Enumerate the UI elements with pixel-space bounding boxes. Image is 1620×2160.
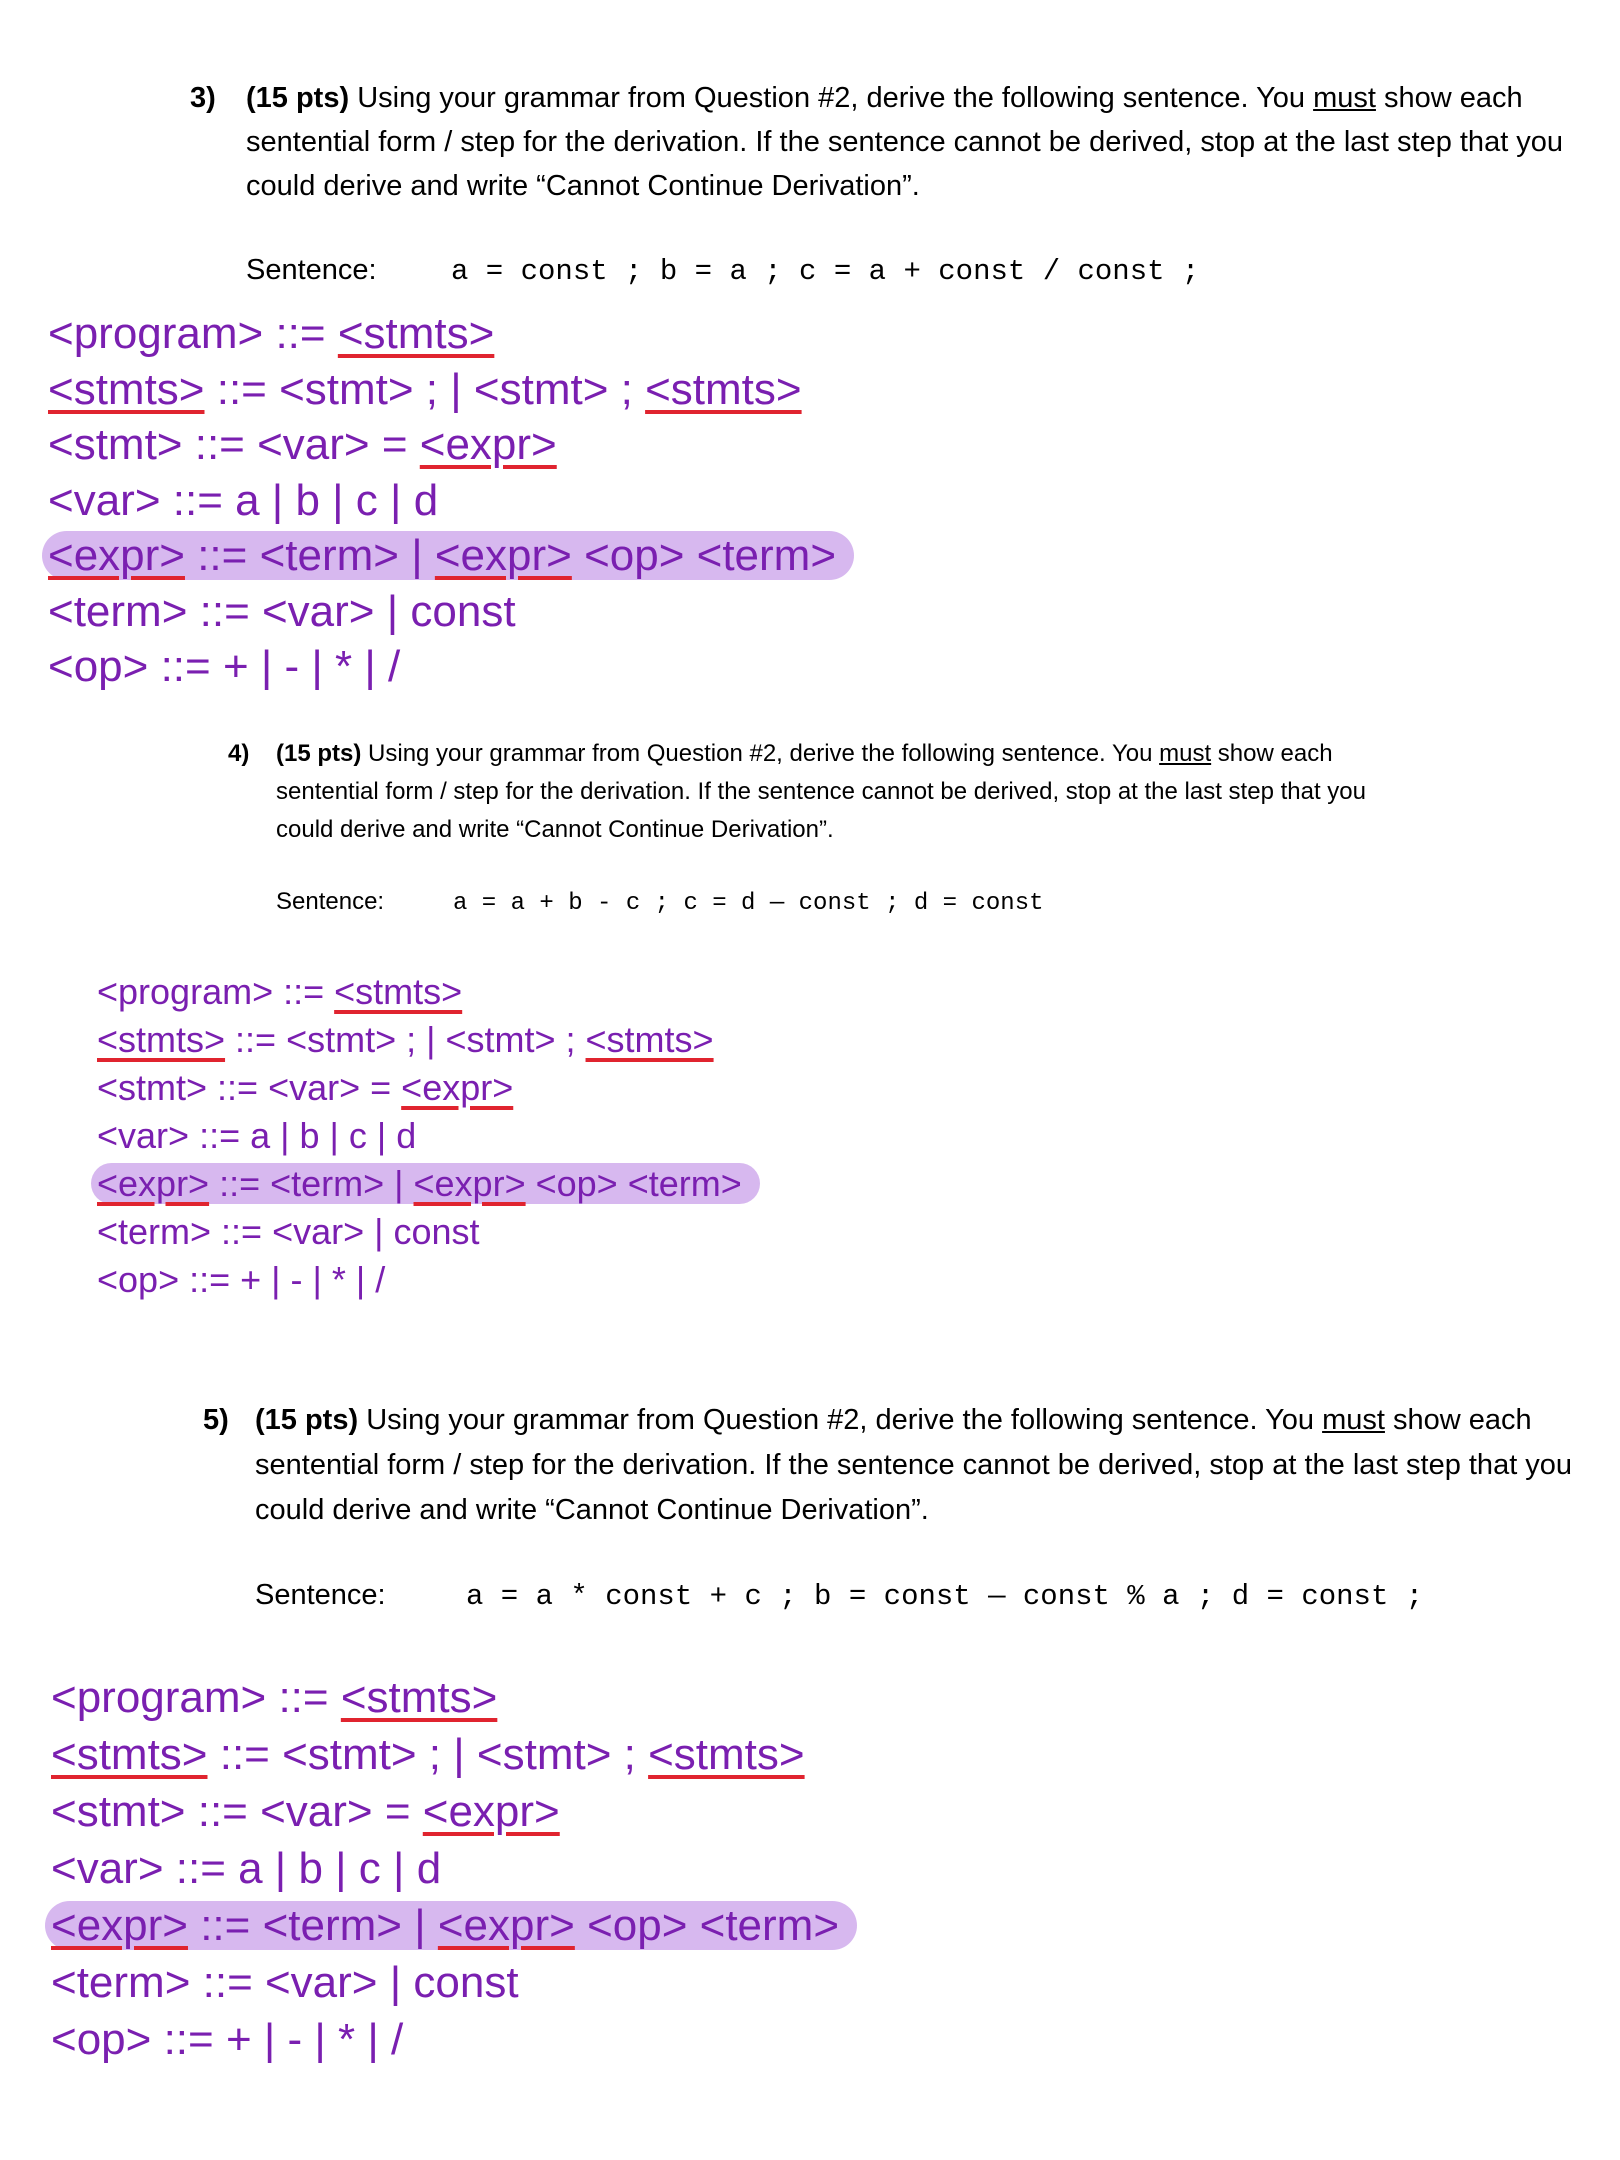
rule-lhs-underlined: <expr> <box>48 531 185 580</box>
rule-lhs: <term> <box>48 586 188 636</box>
sentence-value: a = a * const + c ; b = const — const % a ; d = const ; <box>466 1580 1424 1613</box>
rule-sep: ::= <box>263 309 338 358</box>
question-points: (15 pts) <box>276 740 362 767</box>
sentence-label: Sentence: <box>255 1579 386 1611</box>
rule-var <box>51 1840 857 1897</box>
rule-rhs: + | - | * | / <box>222 642 401 691</box>
rule-rhs: <op> <term> <box>525 1163 742 1204</box>
rule-expr-highlighted <box>97 1160 760 1208</box>
question-points: (15 pts) <box>255 1404 359 1436</box>
rule-lhs: <op> <box>97 1259 180 1300</box>
rule-rhs: a | b | c | d <box>250 1115 417 1156</box>
highlight-band <box>42 531 854 580</box>
question-text <box>246 76 1590 208</box>
rule-stmt <box>51 1783 857 1840</box>
rule-rhs: <stmt> ; | <stmt> ; <box>279 364 646 414</box>
rule-op <box>97 1256 760 1304</box>
question-text-part: Using your grammar from Question #2, derive the following sentence. You <box>358 1404 1323 1436</box>
sentence-row <box>276 883 1428 923</box>
rule-rhs-underlined: <stmts> <box>334 971 463 1012</box>
rule-lhs: <stmt> <box>97 1067 208 1108</box>
rule-rhs: <var> = <box>260 1787 423 1836</box>
rule-sep: ::= <box>204 364 280 414</box>
rule-rhs: a | b | c | d <box>235 475 439 525</box>
rule-rhs: <var> | const <box>261 586 516 636</box>
rule-rhs-underlined: <expr> <box>422 1787 560 1836</box>
question-4 <box>228 735 1428 923</box>
rule-rhs-underlined: <stmts> <box>648 1730 805 1779</box>
rule-lhs: <stmt> <box>51 1787 186 1836</box>
rule-sep: ::= <box>187 1901 263 1950</box>
rule-program <box>48 306 854 362</box>
question-text-part: Using your grammar from Question #2, derive the following sentence. You <box>361 740 1160 767</box>
rule-rhs: + | - | * | / <box>240 1259 386 1300</box>
highlight-band <box>45 1901 857 1950</box>
rule-lhs-underlined: <expr> <box>51 1901 188 1950</box>
rule-sep: ::= <box>211 1211 273 1252</box>
question-number: 3) <box>190 82 216 114</box>
rule-sep: ::= <box>182 420 258 469</box>
rule-sep: ::= <box>266 1673 341 1722</box>
rule-rhs: <term> | <box>270 1163 414 1204</box>
question-text-part: Using your grammar from Question #2, derive the following sentence. You <box>349 82 1314 114</box>
rule-sep: ::= <box>273 971 335 1012</box>
rule-sep: ::= <box>163 1844 239 1893</box>
rule-expr-highlighted <box>51 1897 857 1954</box>
question-4-prompt <box>228 735 1428 849</box>
rule-sep: ::= <box>209 1163 271 1204</box>
rule-rhs: <term> | <box>262 1901 438 1950</box>
rule-rhs: <term> | <box>259 531 435 580</box>
grammar-answer-3 <box>48 306 854 695</box>
rule-lhs: <program> <box>97 971 274 1012</box>
rule-rhs: a | b | c | d <box>238 1844 442 1893</box>
rule-stmts <box>97 1016 760 1064</box>
rule-rhs: <op> <term> <box>574 1901 840 1950</box>
rule-sep: ::= <box>160 475 236 525</box>
rule-sep: ::= <box>184 531 260 580</box>
rule-stmts <box>48 362 854 418</box>
rule-rhs: <var> = <box>268 1067 402 1108</box>
grammar-answer-4 <box>97 968 760 1304</box>
question-5-prompt <box>203 1398 1613 1533</box>
rule-program <box>51 1669 857 1726</box>
must-underlined: must <box>1322 1404 1385 1436</box>
sentence-row <box>246 248 1590 294</box>
rule-lhs: <op> <box>48 642 149 691</box>
rule-lhs-underlined: <stmts> <box>48 364 205 414</box>
rule-rhs: <stmt> ; | <stmt> ; <box>286 1019 586 1060</box>
rule-stmt <box>48 417 854 473</box>
rule-rhs: <var> = <box>257 420 420 469</box>
rule-lhs: <var> <box>97 1115 190 1156</box>
must-underlined: must <box>1159 740 1212 767</box>
rule-lhs-underlined: <expr> <box>97 1163 210 1204</box>
rule-var <box>97 1112 760 1160</box>
rule-rhs-underlined: <stmts> <box>585 1019 714 1060</box>
rule-rhs: <stmt> ; | <stmt> ; <box>282 1730 649 1779</box>
rule-rhs: <op> <term> <box>571 531 837 580</box>
rule-op <box>48 639 854 695</box>
rule-rhs-underlined: <expr> <box>419 420 557 469</box>
rule-sep: ::= <box>151 2015 226 2064</box>
rule-lhs: <program> <box>51 1673 267 1722</box>
rule-term <box>97 1208 760 1256</box>
question-number: 4) <box>228 740 250 767</box>
rule-rhs-underlined: <stmts> <box>337 309 495 358</box>
question-text <box>255 1398 1613 1533</box>
rule-lhs: <var> <box>48 475 161 525</box>
sentence-row <box>255 1573 1613 1619</box>
rule-lhs: <term> <box>97 1211 212 1252</box>
rule-sep: ::= <box>207 1730 283 1779</box>
rule-rhs: + | - | * | / <box>225 2015 404 2064</box>
rule-op <box>51 2011 857 2068</box>
rule-sep: ::= <box>225 1019 287 1060</box>
question-number: 5) <box>203 1404 229 1436</box>
rule-sep: ::= <box>207 1067 269 1108</box>
question-points: (15 pts) <box>246 82 350 114</box>
rule-sep: ::= <box>179 1259 241 1300</box>
question-5 <box>203 1398 1613 1619</box>
sentence-label: Sentence: <box>246 254 377 286</box>
question-text-part: show each sentential form / step for the derivation. If the sentence cannot be derived, stop at the last step that you could derive and write “Cannot Continue Derivation”. <box>276 740 1366 843</box>
rule-sep: ::= <box>190 1958 265 2007</box>
sentence-value: a = a + b - c ; c = d — const ; d = const <box>453 890 1044 917</box>
highlight-band <box>91 1163 760 1204</box>
rule-lhs: <program> <box>48 309 264 358</box>
rule-rhs-underlined: <expr> <box>413 1163 526 1204</box>
rule-sep: ::= <box>189 1115 251 1156</box>
must-underlined: must <box>1313 82 1376 114</box>
rule-lhs: <op> <box>51 2015 152 2064</box>
question-text-part: show each sentential form / step for the derivation. If the sentence cannot be derived, stop at the last step that you could derive and write “Cannot Continue Derivation”. <box>246 82 1564 202</box>
question-text <box>276 735 1428 849</box>
rule-term <box>51 1954 857 2011</box>
question-3 <box>190 76 1590 294</box>
rule-sep: ::= <box>187 586 262 636</box>
rule-rhs-underlined: <stmts> <box>645 364 802 414</box>
rule-term <box>48 584 854 640</box>
rule-lhs: <var> <box>51 1844 164 1893</box>
rule-var <box>48 473 854 529</box>
rule-lhs: <stmt> <box>48 420 183 469</box>
rule-lhs-underlined: <stmts> <box>51 1730 208 1779</box>
rule-rhs-underlined: <expr> <box>401 1067 514 1108</box>
rule-stmts <box>51 1726 857 1783</box>
rule-rhs: <var> | const <box>272 1211 480 1252</box>
rule-sep: ::= <box>148 642 223 691</box>
rule-lhs: <term> <box>51 1958 191 2007</box>
grammar-answer-5 <box>51 1669 857 2068</box>
question-text-part: show each sentential form / step for the derivation. If the sentence cannot be derived, stop at the last step that you could derive and write “Cannot Continue Derivation”. <box>255 1404 1573 1526</box>
rule-rhs-underlined: <expr> <box>437 1901 575 1950</box>
sentence-label: Sentence: <box>276 888 385 915</box>
rule-program <box>97 968 760 1016</box>
rule-sep: ::= <box>185 1787 261 1836</box>
rule-rhs: <var> | const <box>264 1958 519 2007</box>
rule-expr-highlighted <box>48 528 854 584</box>
sentence-value: a = const ; b = a ; c = a + const / const ; <box>451 255 1200 288</box>
question-3-prompt <box>190 76 1590 208</box>
rule-rhs-underlined: <stmts> <box>340 1673 498 1722</box>
rule-rhs-underlined: <expr> <box>434 531 572 580</box>
rule-stmt <box>97 1064 760 1112</box>
rule-lhs-underlined: <stmts> <box>97 1019 226 1060</box>
